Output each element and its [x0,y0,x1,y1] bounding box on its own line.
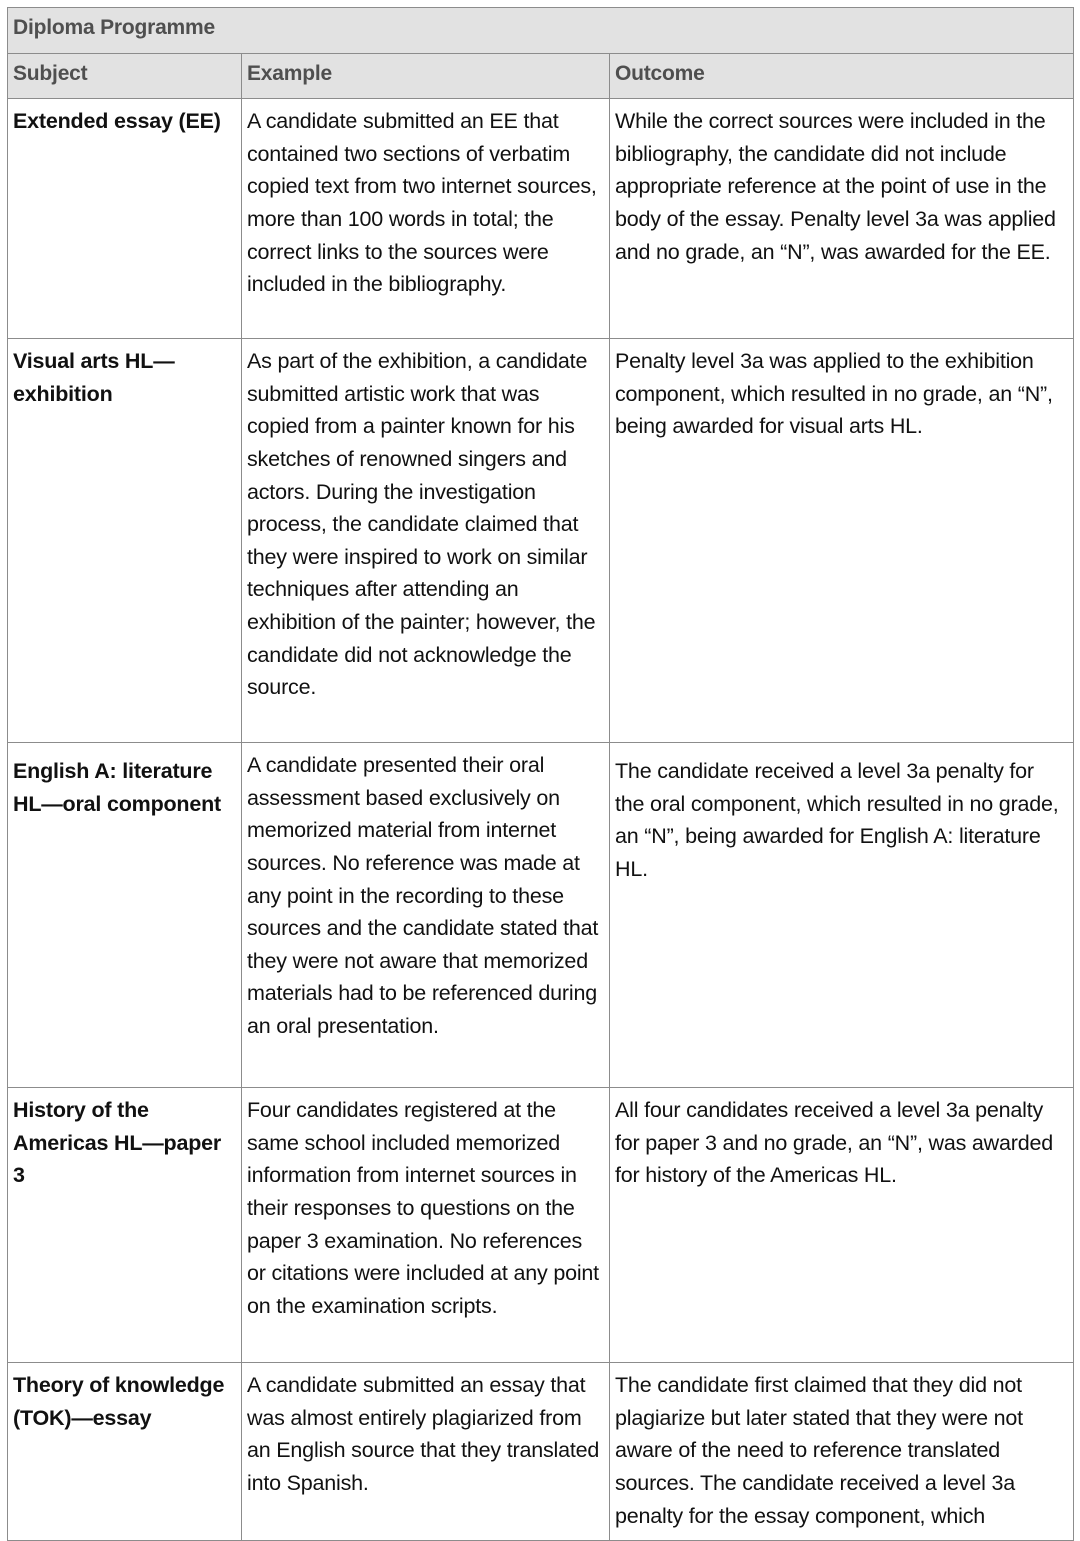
table-row [8,743,1074,1088]
subject-cell: Theory of knowledge (TOK)—essay [8,1363,242,1541]
subject-cell: Extended essay (EE) [8,99,242,339]
table-row [8,99,1074,339]
outcome-cell: The candidate first claimed that they did not plagiarize but later stated that they were not aware of the need to reference translated sources. The candidate received a level 3a penalty for the essay component, which [610,1363,1074,1541]
outcome-cell: While the correct sources were included in the bibliography, the candidate did not include appropriate reference at the point of use in the body of the essay. Penalty level 3a was applied and no grade, an “N”, was awarded for the EE. [610,99,1074,339]
cases-table [7,7,1074,1541]
outcome-cell: All four candidates received a level 3a penalty for paper 3 and no grade, an “N”, was awarded for history of the Americas HL. [610,1088,1074,1363]
example-cell: A candidate presented their oral assessment based exclusively on memorized material from internet sources. No reference was made at any point in the recording to these sources and the candidate stated that they were not aware that memorized materials had to be referenced during an oral presentation. [242,743,610,1088]
table-title-row [8,8,1074,54]
example-cell: Four candidates registered at the same school included memorized information from internet sources in their responses to questions on the paper 3 examination. No references or citations were included at any point on the examination scripts. [242,1088,610,1363]
table-header-row [8,53,1074,99]
table-row [8,339,1074,743]
subject-cell: Visual arts HL—exhibition [8,339,242,743]
header-subject: Subject [8,53,242,99]
example-cell: A candidate submitted an essay that was almost entirely plagiarized from an English source that they translated into Spanish. [242,1363,610,1541]
header-outcome: Outcome [610,53,1074,99]
outcome-cell: The candidate received a level 3a penalty for the oral component, which resulted in no grade, an “N”, being awarded for English A: literature HL. [610,743,1074,1088]
document-page [7,7,1073,1541]
header-example: Example [242,53,610,99]
table-row [8,1363,1074,1541]
example-cell: As part of the exhibition, a candidate submitted artistic work that was copied from a painter known for his sketches of renowned singers and actors. During the investigation process, the candidate claimed that they were inspired to work on similar techniques after attending an exhibition of the painter; however, the candidate did not acknowledge the source. [242,339,610,743]
subject-cell: History of the Americas HL—paper 3 [8,1088,242,1363]
table-title: Diploma Programme [8,8,1074,54]
outcome-cell: Penalty level 3a was applied to the exhibition component, which resulted in no grade, an “N”, being awarded for visual arts HL. [610,339,1074,743]
table-row [8,1088,1074,1363]
example-cell: A candidate submitted an EE that contained two sections of verbatim copied text from two internet sources, more than 100 words in total; the correct links to the sources were included in the bibliography. [242,99,610,339]
subject-cell: English A: literature HL—oral component [8,743,242,1088]
